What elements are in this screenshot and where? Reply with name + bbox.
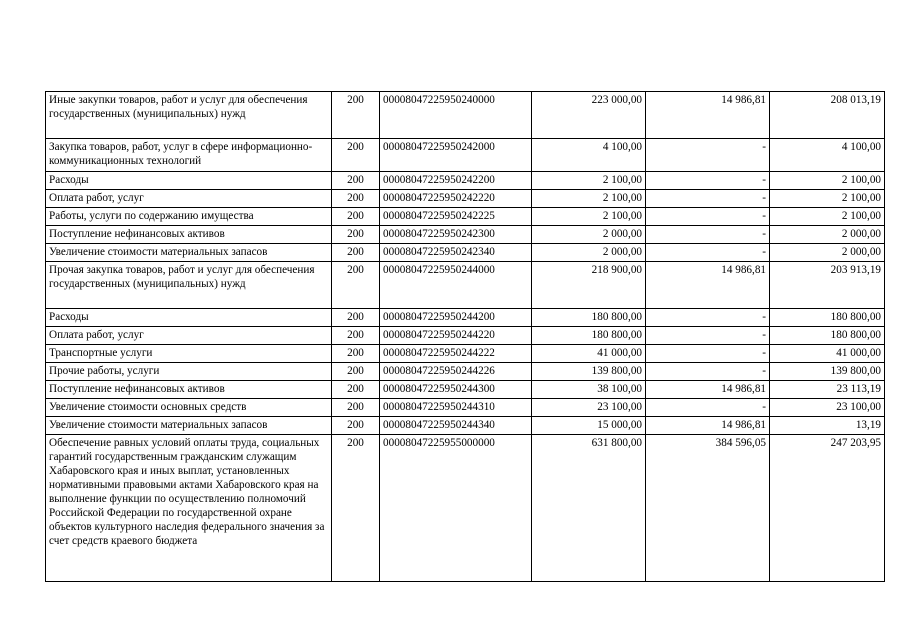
row-approved-cell: 38 100,00 (532, 381, 646, 399)
row-executed-cell: 14 986,81 (646, 417, 770, 435)
row-approved-cell: 2 100,00 (532, 208, 646, 226)
row-name-cell: Увеличение стоимости материальных запасов (46, 417, 332, 435)
row-kbk-cell: 00008047225950242000 (380, 139, 532, 172)
table-row (46, 345, 885, 363)
row-kbk-cell: 00008047225955000000 (380, 435, 532, 582)
row-approved-cell: 139 800,00 (532, 363, 646, 381)
row-kbk-cell: 00008047225950244300 (380, 381, 532, 399)
table-row (46, 190, 885, 208)
row-name-cell: Обеспечение равных условий оплаты труда, социальных гарантий государственным гражданским служащим Хабаровского края и иных выплат, установленных нормативными правовыми актами Хабаровского края на выполнение функции по осуществлению полномочий Российской Федерации по государственной охране объектов культурного наследия федерального значения за счет средств краевого бюджета (46, 435, 332, 582)
table-row (46, 172, 885, 190)
row-remaining-cell: 4 100,00 (770, 139, 885, 172)
row-kbk-cell: 00008047225950240000 (380, 92, 532, 139)
row-code-cell: 200 (332, 381, 380, 399)
row-executed-cell: 14 986,81 (646, 92, 770, 139)
row-code-cell: 200 (332, 417, 380, 435)
row-remaining-cell: 180 800,00 (770, 309, 885, 327)
table-row (46, 399, 885, 417)
row-remaining-cell: 208 013,19 (770, 92, 885, 139)
row-kbk-cell: 00008047225950244222 (380, 345, 532, 363)
row-kbk-cell: 00008047225950242220 (380, 190, 532, 208)
table-row (46, 262, 885, 309)
row-name-cell: Прочая закупка товаров, работ и услуг для обеспечения государственных (муниципальных) нужд (46, 262, 332, 309)
row-remaining-cell: 13,19 (770, 417, 885, 435)
row-code-cell: 200 (332, 327, 380, 345)
table-row (46, 226, 885, 244)
row-name-cell: Увеличение стоимости материальных запасов (46, 244, 332, 262)
row-executed-cell: - (646, 208, 770, 226)
row-kbk-cell: 00008047225950244220 (380, 327, 532, 345)
row-name-cell: Работы, услуги по содержанию имущества (46, 208, 332, 226)
table-row (46, 327, 885, 345)
table-body (46, 92, 885, 582)
row-approved-cell: 180 800,00 (532, 309, 646, 327)
table-row (46, 208, 885, 226)
row-approved-cell: 2 100,00 (532, 190, 646, 208)
row-code-cell: 200 (332, 244, 380, 262)
row-executed-cell: 384 596,05 (646, 435, 770, 582)
row-code-cell: 200 (332, 262, 380, 309)
row-name-cell: Поступление нефинансовых активов (46, 226, 332, 244)
row-name-cell: Транспортные услуги (46, 345, 332, 363)
table-row (46, 435, 885, 582)
row-name-cell: Оплата работ, услуг (46, 327, 332, 345)
row-remaining-cell: 41 000,00 (770, 345, 885, 363)
table-row (46, 309, 885, 327)
row-kbk-cell: 00008047225950242200 (380, 172, 532, 190)
row-code-cell: 200 (332, 363, 380, 381)
row-remaining-cell: 247 203,95 (770, 435, 885, 582)
row-code-cell: 200 (332, 208, 380, 226)
table-row (46, 363, 885, 381)
row-name-cell: Иные закупки товаров, работ и услуг для обеспечения государственных (муниципальных) нужд (46, 92, 332, 139)
row-executed-cell: 14 986,81 (646, 262, 770, 309)
row-approved-cell: 2 000,00 (532, 226, 646, 244)
table-row (46, 244, 885, 262)
row-approved-cell: 631 800,00 (532, 435, 646, 582)
row-executed-cell: - (646, 226, 770, 244)
row-approved-cell: 218 900,00 (532, 262, 646, 309)
row-code-cell: 200 (332, 190, 380, 208)
row-code-cell: 200 (332, 139, 380, 172)
row-code-cell: 200 (332, 309, 380, 327)
row-executed-cell: - (646, 327, 770, 345)
row-remaining-cell: 23 100,00 (770, 399, 885, 417)
row-name-cell: Закупка товаров, работ, услуг в сфере информационно-коммуникационных технологий (46, 139, 332, 172)
row-executed-cell: - (646, 309, 770, 327)
table-row (46, 92, 885, 139)
row-approved-cell: 41 000,00 (532, 345, 646, 363)
row-code-cell: 200 (332, 226, 380, 244)
row-remaining-cell: 2 000,00 (770, 226, 885, 244)
row-code-cell: 200 (332, 345, 380, 363)
table-row (46, 417, 885, 435)
row-remaining-cell: 2 100,00 (770, 190, 885, 208)
row-remaining-cell: 2 100,00 (770, 172, 885, 190)
row-kbk-cell: 00008047225950244340 (380, 417, 532, 435)
budget-execution-table (45, 91, 885, 582)
row-executed-cell: - (646, 399, 770, 417)
row-executed-cell: - (646, 244, 770, 262)
row-kbk-cell: 00008047225950244200 (380, 309, 532, 327)
row-name-cell: Увеличение стоимости основных средств (46, 399, 332, 417)
table-row (46, 139, 885, 172)
row-executed-cell: - (646, 363, 770, 381)
row-remaining-cell: 2 000,00 (770, 244, 885, 262)
row-remaining-cell: 203 913,19 (770, 262, 885, 309)
row-kbk-cell: 00008047225950244310 (380, 399, 532, 417)
row-approved-cell: 4 100,00 (532, 139, 646, 172)
row-name-cell: Расходы (46, 172, 332, 190)
row-executed-cell: - (646, 172, 770, 190)
row-code-cell: 200 (332, 435, 380, 582)
row-name-cell: Прочие работы, услуги (46, 363, 332, 381)
row-remaining-cell: 23 113,19 (770, 381, 885, 399)
row-name-cell: Поступление нефинансовых активов (46, 381, 332, 399)
row-code-cell: 200 (332, 399, 380, 417)
row-remaining-cell: 139 800,00 (770, 363, 885, 381)
row-approved-cell: 180 800,00 (532, 327, 646, 345)
row-remaining-cell: 2 100,00 (770, 208, 885, 226)
row-executed-cell: - (646, 139, 770, 172)
row-kbk-cell: 00008047225950242300 (380, 226, 532, 244)
row-remaining-cell: 180 800,00 (770, 327, 885, 345)
row-kbk-cell: 00008047225950244000 (380, 262, 532, 309)
row-name-cell: Расходы (46, 309, 332, 327)
row-name-cell: Оплата работ, услуг (46, 190, 332, 208)
row-kbk-cell: 00008047225950242225 (380, 208, 532, 226)
row-kbk-cell: 00008047225950242340 (380, 244, 532, 262)
row-approved-cell: 23 100,00 (532, 399, 646, 417)
row-approved-cell: 2 100,00 (532, 172, 646, 190)
row-kbk-cell: 00008047225950244226 (380, 363, 532, 381)
row-executed-cell: 14 986,81 (646, 381, 770, 399)
row-code-cell: 200 (332, 172, 380, 190)
row-approved-cell: 2 000,00 (532, 244, 646, 262)
table-row (46, 381, 885, 399)
row-approved-cell: 15 000,00 (532, 417, 646, 435)
row-approved-cell: 223 000,00 (532, 92, 646, 139)
row-code-cell: 200 (332, 92, 380, 139)
row-executed-cell: - (646, 190, 770, 208)
row-executed-cell: - (646, 345, 770, 363)
